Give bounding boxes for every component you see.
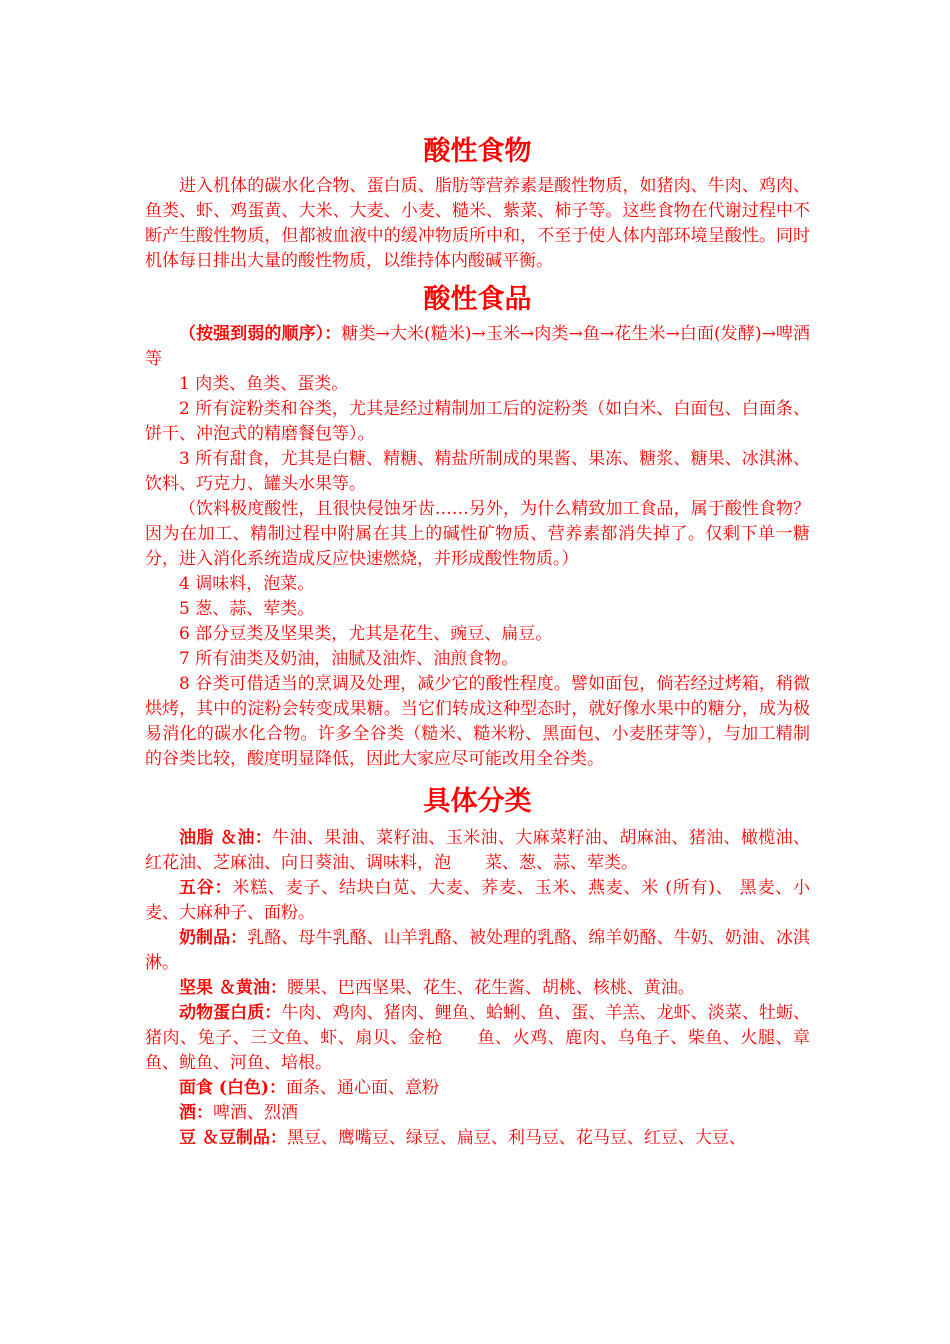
order-label: （按强到弱的顺序）： — [179, 324, 342, 344]
category-item — [145, 1101, 810, 1126]
section-title-acidic-products: 酸性食品 — [423, 284, 532, 315]
category-label: 面食 (白色)： — [179, 1078, 287, 1098]
category-text: 米糕、麦子、结块白苋、大麦、荞麦、玉米、燕麦、米 (所有)、 黑麦、小麦、大麻种子、面粉。 — [145, 878, 811, 923]
category-item — [145, 826, 810, 876]
list-item: 8 谷类可借适当的烹调及处理，减少它的酸性程度。譬如面包，倘若经过烤箱，稍微烘烤，其中的淀粉会转变成果糖。当它们转成这种型态时，就好像水果中的糖分，成为极易消化的碳水化合物。许多全谷类（糙米、糙米粉、黑面包、小麦胚芽等），与加工精制的谷类比较，酸度明显降低，因此大家应尽可能改用全谷类。 — [145, 674, 810, 769]
list-item: 4 调味料，泡菜。 — [179, 574, 315, 594]
category-text: 牛油、果油、菜籽油、玉米油、大麻菜籽油、胡麻油、猪油、橄榄油、红花油、芝麻油、向日葵油、调味料，泡 — [145, 828, 811, 873]
category-label: 奶制品： — [179, 928, 248, 948]
list-item: 5 葱、蒜、荤类。 — [179, 599, 315, 619]
category-item — [145, 926, 810, 976]
category-text: 牛肉、鸡肉、猪肉、鲤鱼、蛤蜊、鱼、蛋、羊羔、龙虾、淡菜、牡蛎、猪肉、兔子、三文鱼、虾、扇贝、金枪 — [145, 1003, 811, 1048]
category-text: 啤酒、烈酒 — [213, 1103, 298, 1123]
order-text: 糖类→大米(糙米)→玉米→肉类→鱼→花生米→白面(发酵)→啤酒等 — [145, 324, 810, 369]
category-label: 坚果 ＆黄油： — [179, 978, 287, 998]
category-label: 五谷： — [179, 878, 233, 898]
category-label: 动物蛋白质： — [179, 1003, 282, 1023]
category-label: 酒： — [179, 1103, 213, 1123]
category-text: 菜、葱、蒜、荤类。 — [485, 853, 638, 873]
section-title-categories: 具体分类 — [423, 786, 532, 817]
document-page — [145, 136, 810, 1151]
order-paragraph — [145, 322, 810, 372]
list-item: 1 肉类、鱼类、蛋类。 — [179, 374, 349, 394]
category-text: 面条、通心面、意粉 — [286, 1078, 440, 1098]
category-label: 油脂 ＆油： — [179, 828, 273, 848]
category-text: 乳酪、母牛乳酪、山羊乳酪、被处理的乳酪、绵羊奶酪、牛奶、奶油、冰淇淋。 — [145, 928, 811, 973]
category-text: 黑豆、鹰嘴豆、绿豆、扁豆、利马豆、花马豆、红豆、大豆、 — [286, 1128, 746, 1148]
category-text: 腰果、巴西坚果、花生、花生酱、胡桃、核桃、黄油。 — [286, 978, 695, 998]
list-item: 2 所有淀粉类和谷类，尤其是经过精制加工后的淀粉类（如白米、白面包、白面条、饼干、冲泡式的精磨餐包等）。 — [145, 399, 810, 444]
intro-paragraph: 进入机体的碳水化合物、蛋白质、脂肪等营养素是酸性物质，如猪肉、牛肉、鸡肉、鱼类、虾、鸡蛋黄、大米、大麦、小麦、糙米、紫菜、柿子等。这些食物在代谢过程中不断产生酸性物质，但都被血液中的缓冲物质所中和，不至于使人体内部环境呈酸性。同时机体每日排出大量的酸性物质，以维持体内酸碱平衡。 — [145, 176, 810, 271]
category-item — [145, 1001, 810, 1076]
category-item — [145, 976, 810, 1001]
category-item — [145, 1126, 810, 1151]
category-label: 豆 ＆豆制品： — [179, 1128, 287, 1148]
list-item: 3 所有甜食，尤其是白糖、精糖、精盐所制成的果酱、果冻、糖浆、糖果、冰淇淋、饮料、巧克力、罐头水果等。 — [145, 449, 810, 494]
category-item — [145, 876, 810, 926]
category-text: 鱼、火鸡、鹿肉、乌龟子、柴鱼、火腿、章鱼、鱿鱼、河鱼、培根。 — [145, 1028, 811, 1073]
category-item — [145, 1076, 810, 1101]
list-item: 7 所有油类及奶油，油腻及油炸、油煎食物。 — [179, 649, 519, 669]
list-item: （饮料极度酸性，且很快侵蚀牙齿……另外，为什么精致加工食品，属于酸性食物？因为在加工、精制过程中附属在其上的碱性矿物质、营养素都消失掉了。仅剩下单一糖分，进入消化系统造成反应快速燃烧，并形成酸性物质。） — [145, 499, 810, 569]
section-title-acidic-foods: 酸性食物 — [423, 136, 532, 167]
list-item: 6 部分豆类及坚果类，尤其是花生、豌豆、扁豆。 — [179, 624, 553, 644]
